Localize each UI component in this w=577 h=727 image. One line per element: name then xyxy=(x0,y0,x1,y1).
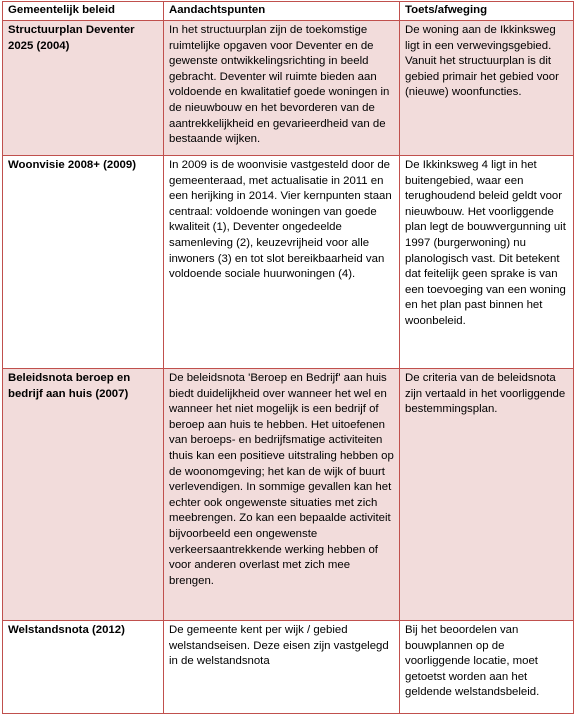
table-row xyxy=(3,369,574,621)
beleid-cell: Structuurplan Deventer 2025 (2004) xyxy=(3,21,164,156)
aandachtspunten-cell: In het structuurplan zijn de toekomstige ruimtelijke opgaven voor Deventer en de gewenste ontwikkelingsrichting in beeld gebracht. Deventer wil ruimte bieden aan voldoende en kwalitatief goede woningen in de nieuwbouw en het bevorderen van de aantrekkelijkheid en gevarieerdheid van de bestaande wijken. xyxy=(164,21,400,156)
header-aandachtspunten: Aandachtspunten xyxy=(164,2,400,21)
aandachtspunten-cell: De beleidsnota 'Beroep en Bedrijf' aan huis biedt duidelijkheid over wanneer het wel en wanneer het niet mogelijk is een bedrijf of beroep aan huis te hebben. Het uitoefenen van beroeps- en bedrijfsmatige activiteiten thuis kan een positieve uitstraling hebben op de woonomgeving; het kan de wijk of buurt verlevendigen. In sommige gevallen kan het echter ook ongewenste situaties met zich meebrengen. Zo kan een bepaalde activiteit bijvoorbeeld een ongewenste verkeersaantrekkende werking hebben of voor anderen overlast met zich mee brengen. xyxy=(164,369,400,621)
toets-cell: De woning aan de Ikkinksweg ligt in een verwevingsgebied. Vanuit het structuurplan is dit gebied primair het gebied voor (nieuwe) woonfuncties. xyxy=(400,21,574,156)
aandachtspunten-cell: De gemeente kent per wijk / gebied welstandseisen. Deze eisen zijn vastgelegd in de welstandsnota xyxy=(164,621,400,714)
beleid-cell: Woonvisie 2008+ (2009) xyxy=(3,156,164,369)
policy-table xyxy=(2,1,574,714)
beleid-cell: Welstandsnota (2012) xyxy=(3,621,164,714)
beleid-cell: Beleidsnota beroep en bedrijf aan huis (2007) xyxy=(3,369,164,621)
header-toets: Toets/afweging xyxy=(400,2,574,21)
table-row xyxy=(3,21,574,156)
toets-cell: Bij het beoordelen van bouwplannen op de voorliggende locatie, moet getoetst worden aan het geldende welstandsbeleid. xyxy=(400,621,574,714)
toets-cell: De criteria van de beleidsnota zijn vertaald in het voorliggende bestemmingsplan. xyxy=(400,369,574,621)
aandachtspunten-cell: In 2009 is de woonvisie vastgesteld door de gemeenteraad, met actualisatie in 2011 en een herijking in 2014. Vier kernpunten staan centraal: voldoende woningen van goede kwaliteit (1), Deventer ongedeelde samenleving (2), keuzevrijheid voor alle inwoners (3) en tot slot bereikbaarheid van voldoende sociale huurwoningen (4). xyxy=(164,156,400,369)
table-row xyxy=(3,156,574,369)
table-row xyxy=(3,621,574,714)
header-beleid: Gemeentelijk beleid xyxy=(3,2,164,21)
toets-cell: De Ikkinksweg 4 ligt in het buitengebied, waar een terughoudend beleid geldt voor nieuwbouw. Het voorliggende plan legt de bouwvergunning uit 1997 (burgerwoning) nu planologisch vast. Dit betekent dat feitelijk geen sprake is van een toevoeging van een woning en het plan past binnen het woonbeleid. xyxy=(400,156,574,369)
header-row xyxy=(3,2,574,21)
